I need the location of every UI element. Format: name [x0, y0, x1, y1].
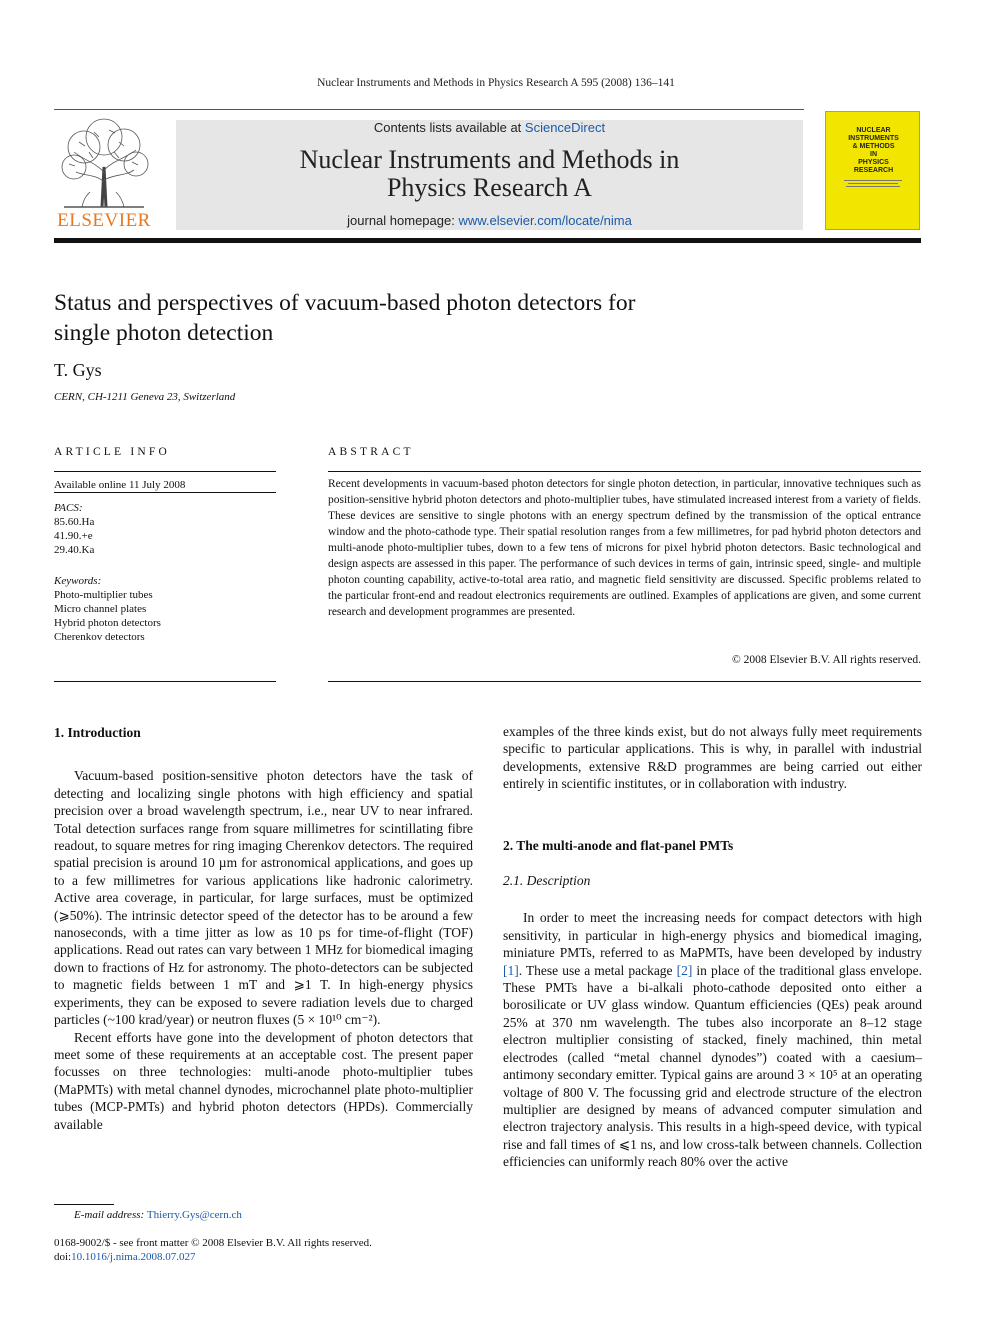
description-paragraph: [503, 909, 922, 1170]
pacs-label: PACS:: [54, 502, 83, 514]
doi-prefix: doi:: [54, 1251, 72, 1263]
ref-1-link[interactable]: [1]: [503, 962, 519, 978]
journal-title-line2: Physics Research A: [386, 173, 593, 202]
issn-line: 0168-9002/$ - see front matter © 2008 Elsevier B.V. All rights reserved.: [54, 1237, 372, 1249]
journal-title-line1: Nuclear Instruments and Methods in: [299, 145, 680, 174]
intro-heading: 1. Introduction: [54, 725, 141, 740]
article-title: [54, 288, 854, 348]
info-rule: [54, 492, 276, 493]
pacs-code: 41.90.+e: [54, 530, 93, 542]
journal-homepage: [176, 213, 803, 228]
info-rule: [54, 681, 276, 682]
keyword: Photo-multiplier tubes: [54, 589, 153, 601]
abstract-text: Recent developments in vacuum-based photon detectors for single photon detection, in particular, innovative techniques such as position-sensitive hybrid photon detectors and photo-multiplier tubes, have stimulated increased interest from a variety of fields. These devices are sensitive to single photons with an energy spectrum defined by the transmission of the optical entrance window and the photo-cathode type. Their spatial resolution ranges from a few millimetres, for pad hybrid photon detectors and multi-anode photo-multiplier tubes, down to a few tens of microns for pixel hybrid photon detectors. Basic technological and design aspects are assessed in this paper. The performance of such devices in terms of gain, intrinsic speed, single- and multiple photon counting capability, active-to-total area ratio, and magnetic field sensitivity are discussed. Specific problems related to the particular front-end and readout electronics requirements are outlined. Examples of applications are given, and some current research and development programmes are presented.: [328, 478, 921, 618]
email-label: E-mail address:: [74, 1209, 147, 1221]
cover-line: PHYSICS: [858, 159, 889, 166]
cover-line: IN: [870, 151, 877, 158]
text-run: in place of the traditional glass envelope. These PMTs have a bi-alkali photo-cathode deposited onto either a borosilicate or UV glass window. Quantum efficiencies (QEs) peak around 25% at 370 nm wavelength. The tubes also incorporate an 8–12 stage electron multiplier consisting of stacked, finely machined, thin metal electrodes (called “metal channel dynodes”) coated with a caesium–antimony secondary emitter. Typical gains are around 3 × 10⁵ at an operating voltage of 800 V. The focussing grid and electrode structure of the electron multiplier are designed by means of advanced computer simulation and electron trajectory analysis. This results in a high-speed device, with typical rise and fall times of ⩽1 ns, and low cross-talk between channels. Collection efficiencies can uniformly reach 80% over the active: [503, 962, 922, 1170]
subsection-heading: 2.1. Description: [503, 873, 591, 889]
doi-line: [54, 1250, 195, 1264]
journal-cover: [825, 111, 920, 230]
journal-title: [176, 146, 803, 202]
text-run: In order to meet the increasing needs for compact detectors with high sensitivity, in particular in high-energy physics and biomedical imaging, miniature PMTs, referred to as MaPMTs, have been developed by industry: [503, 910, 922, 961]
pacs-code: 29.40.Ka: [54, 544, 95, 556]
abstract-rule: [328, 471, 921, 472]
footnote-rule: [54, 1204, 114, 1205]
footnote: [74, 1208, 242, 1222]
continued-paragraph: examples of the three kinds exist, but do not always fully meet requirements specific to particular applications. This is why, in parallel with industrial developments, extensive R&D programmes are being carried out either entirely in scientific institutes, or in collaboration with industry.: [503, 724, 922, 792]
intro-paragraph-2: Recent efforts have gone into the development of photon detectors that meet some of these requirements at an acceptable cost. The present paper focusses on three technologies: multi-anode photo-multiplier tubes (MaPMTs) with metal channel dynodes, microchannel plate photo-multiplier tubes (MCP-PMTs) and hybrid photon detectors (HPDs). Commercially available: [54, 1029, 473, 1132]
cover-text-line: [844, 180, 902, 181]
text-run: . These use a metal package: [518, 962, 677, 978]
running-header: Nuclear Instruments and Methods in Physics Research A 595 (2008) 136–141: [317, 77, 675, 89]
keyword: Cherenkov detectors: [54, 631, 145, 643]
homepage-link[interactable]: www.elsevier.com/locate/nima: [458, 213, 632, 228]
abstract-rule: [328, 681, 921, 682]
email-link[interactable]: Thierry.Gys@cern.ch: [146, 1209, 242, 1221]
header-rule: [54, 109, 804, 110]
cover-line: NUCLEAR: [856, 127, 891, 134]
pacs-block: [54, 501, 276, 557]
pacs-code: 85.60.Ha: [54, 516, 95, 528]
author: T. Gys: [54, 360, 102, 380]
available-online: Available online 11 July 2008: [54, 479, 186, 491]
copyright: © 2008 Elsevier B.V. All rights reserved.: [732, 654, 921, 666]
abstract-heading: ABSTRACT: [328, 446, 414, 458]
title-line1: Status and perspectives of vacuum-based photon detectors for: [54, 290, 636, 316]
cover-text-line: [846, 186, 900, 187]
keywords-label: Keywords:: [54, 575, 102, 587]
cover-line: INSTRUMENTS: [848, 135, 899, 142]
left-column: [54, 724, 473, 1133]
cover-line: & METHODS: [852, 143, 895, 150]
title-line2: single photon detection: [54, 320, 274, 346]
masthead-rule: [54, 238, 921, 243]
keywords-block: [54, 574, 276, 644]
info-rule: [54, 471, 276, 472]
ref-2-link[interactable]: [2]: [676, 962, 693, 978]
keyword: Hybrid photon detectors: [54, 617, 161, 629]
contents-prefix: Contents lists available at: [373, 120, 525, 135]
contents-line: [176, 120, 803, 135]
cover-text-line: [848, 183, 898, 184]
affiliation: CERN, CH-1211 Geneva 23, Switzerland: [54, 391, 236, 403]
section2-heading: 2. The multi-anode and flat-panel PMTs: [503, 837, 734, 853]
doi-link[interactable]: 10.1016/j.nima.2008.07.027: [71, 1251, 196, 1263]
publisher-wordmark: ELSEVIER: [57, 210, 151, 231]
keyword: Micro channel plates: [54, 603, 147, 615]
homepage-prefix: journal homepage:: [347, 213, 459, 228]
intro-paragraph-1: Vacuum-based position-sensitive photon detectors have the task of detecting and localizing single photons with high efficiency and spatial precision over a broad wavelength spectrum, i.e., near UV to near infrared. Total detection surfaces range from square millimetres for scintillating fibre readout, to square metres for ring imaging Cherenkov detectors. The required spatial precision is around 10 µm for astronomical applications, and goes up to a few millimetres for various applications like hadronic calorimetry. Active area coverage, in particular, for large surfaces, must be optimized (⩾50%). The intrinsic detector speed of the detector has to be around a few nanoseconds, with a time jitter as low as 10 ps for time-of-flight (TOF) applications. Read out rates can vary between 1 MHz for biomedical imaging down to fractions of Hz for astronomy. The photo-detectors can be subjected to magnetic fields between 1 mT and ⩾1 T. In high-energy physics experiments, they can be exposed to severe radiation levels due to charged particles (~100 krad/year) or neutron fluxes (5 × 10¹⁰ cm⁻²).: [54, 768, 473, 1028]
right-column: [503, 723, 922, 1171]
article-info-heading: ARTICLE INFO: [54, 446, 170, 458]
cover-title: [826, 127, 921, 175]
sciencedirect-link[interactable]: ScienceDirect: [524, 120, 606, 135]
cover-line: RESEARCH: [853, 167, 894, 174]
